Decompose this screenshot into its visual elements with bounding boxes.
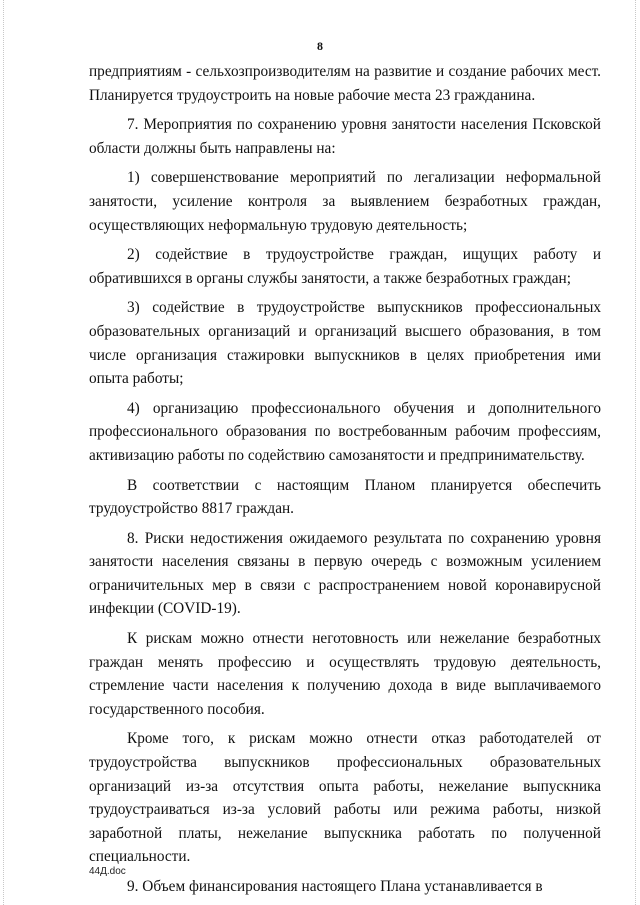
paragraph-subitem-4: 4) организацию профессионального обучения и дополнительного профессионального образования по востребованным рабочим профессиям, активизацию работы по содействию самозанятости и предпринимательству. <box>89 399 601 464</box>
paragraph-item-9: 9. Объем финансирования настоящего Плана устанавливается в <box>127 878 543 895</box>
paragraph-subitem-3: 3) содействие в трудоустройстве выпускников профессиональных образовательных организаций и организаций высшего образования, в том числе организация стажировки выпускников в целях приобретения ими опыта работы; <box>89 299 601 388</box>
page-number: 8 <box>317 39 323 53</box>
paragraph-subitem-2: 2) содействие в трудоустройстве граждан, ищущих работу и обратившихся в органы службы занятости, а также безработных граждан; <box>89 246 601 287</box>
footer-filename: 44Д.doc <box>89 866 126 877</box>
paragraph-plan-target: В соответствии с настоящим Планом планируется обеспечить трудоустройство 8817 граждан. <box>89 476 601 518</box>
paragraph-continuation: предприятиям - сельхозпроизводителям на развитие и создание рабочих мест. Планируется трудоустроить на новые рабочие места 23 гражданина. <box>89 63 601 104</box>
document-body <box>89 60 601 899</box>
paragraph-risks-employers: Кроме того, к рискам можно отнести отказ работодателей от трудоустройства выпускников профессиональных образовательных организаций из-за отсутствия опыта работы, нежелание выпускника трудоустраиваться из-за условий работы или режима работы, низкой заработной платы, нежелание выпускника работать по полученной специальности. <box>89 730 601 866</box>
paragraph-subitem-1: 1) совершенствование мероприятий по легализации неформальной занятости, усиление контроля за выявлением безработных граждан, осуществляющих неформальную трудовую деятельность; <box>89 169 601 234</box>
scan-edge-left <box>3 0 5 905</box>
scan-edge-right <box>635 0 637 905</box>
paragraph-item-8: 8. Риски недостижения ожидаемого результата по сохранению уровня занятости населения связаны в первую очередь с возможным усилением ограничительных мер в связи с распространением новой коронавирусной инфекции (COVID-19). <box>89 529 601 618</box>
paragraph-risks-unemployed: К рискам можно отнести неготовность или нежелание безработных граждан менять профессию и осуществлять трудовую деятельность, стремление части населения к получению дохода в виде выплачиваемого государственного пособия. <box>89 630 601 718</box>
paragraph-item-7: 7. Мероприятия по сохранению уровня занятости населения Псковской области должны быть направлены на: <box>89 116 601 157</box>
